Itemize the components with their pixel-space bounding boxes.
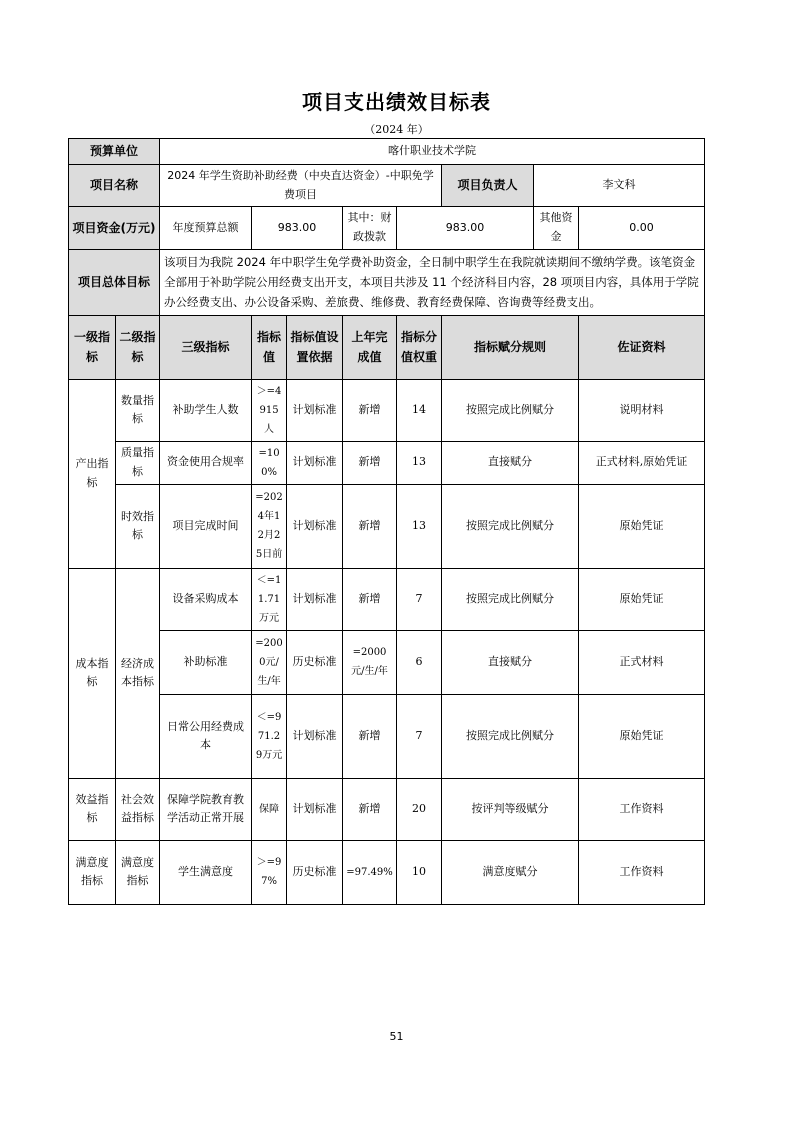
annual-budget-value: 983.00 [252,207,343,249]
weight-cell: 14 [397,379,442,441]
level3-cell: 资金使用合规率 [160,441,252,484]
last-year-cell: 新增 [343,694,397,778]
level2-cell: 经济成本指标 [116,568,160,778]
project-name-value: 2024 年学生资助补助经费（中央直达资金）-中职免学费项目 [160,165,442,207]
header-row [69,315,705,379]
table-row [69,441,705,484]
weight-cell: 10 [397,840,442,904]
level1-cell: 效益指标 [69,778,116,840]
level3-cell: 学生满意度 [160,840,252,904]
table-row [69,484,705,568]
fiscal-value: 983.00 [397,207,534,249]
page-number: 51 [389,1030,404,1043]
level3-cell: 项目完成时间 [160,484,252,568]
evidence-cell: 正式材料,原始凭证 [579,441,705,484]
level1-cell: 产出指标 [69,379,116,568]
fiscal-label: 其中：财政拨款 [343,207,397,249]
value-cell: ＜=11.71万元 [252,568,287,630]
overview-row [69,249,705,315]
rule-cell: 直接赋分 [442,441,579,484]
basis-cell: 历史标准 [287,840,343,904]
level2-cell: 社会效益指标 [116,778,160,840]
leader-label: 项目负责人 [442,165,534,207]
header-evidence: 佐证资料 [579,315,705,379]
level3-cell: 设备采购成本 [160,568,252,630]
weight-cell: 7 [397,568,442,630]
basis-cell: 计划标准 [287,379,343,441]
rule-cell: 按照完成比例赋分 [442,568,579,630]
table-row [69,568,705,630]
basis-cell: 计划标准 [287,484,343,568]
budget-unit-row [69,139,705,165]
funds-row [69,207,705,249]
last-year-cell: =2000元/生/年 [343,630,397,694]
value-cell: ＜=971.29万元 [252,694,287,778]
level3-cell: 保障学院教育教学活动正常开展 [160,778,252,840]
last-year-cell: 新增 [343,441,397,484]
weight-cell: 7 [397,694,442,778]
page-title: 项目支出绩效目标表 [302,90,491,114]
funds-label: 项目资金(万元) [69,207,160,249]
budget-unit-label: 预算单位 [69,139,160,165]
basis-cell: 计划标准 [287,441,343,484]
table-row [69,630,705,694]
basis-cell: 历史标准 [287,630,343,694]
header-level2: 二级指标 [116,315,160,379]
value-cell: =2000元/生/年 [252,630,287,694]
last-year-cell: =97.49% [343,840,397,904]
rule-cell: 按照完成比例赋分 [442,484,579,568]
table-row [69,694,705,778]
last-year-cell: 新增 [343,778,397,840]
level1-cell: 满意度指标 [69,840,116,904]
weight-cell: 20 [397,778,442,840]
table-row [69,778,705,840]
evidence-cell: 原始凭证 [579,484,705,568]
table-row [69,840,705,904]
evidence-cell: 工作资料 [579,778,705,840]
last-year-cell: 新增 [343,568,397,630]
rule-cell: 按评判等级赋分 [442,778,579,840]
level2-cell: 满意度指标 [116,840,160,904]
overview-label: 项目总体目标 [69,249,160,315]
table-row [69,379,705,441]
year-label: （2024 年） [364,123,429,136]
last-year-cell: 新增 [343,379,397,441]
basis-cell: 计划标准 [287,778,343,840]
performance-table [68,138,705,905]
rule-cell: 按照完成比例赋分 [442,379,579,441]
rule-cell: 直接赋分 [442,630,579,694]
level3-cell: 日常公用经费成本 [160,694,252,778]
weight-cell: 13 [397,441,442,484]
level3-cell: 补助标准 [160,630,252,694]
overview-text: 该项目为我院 2024 年中职学生免学费补助资金，全日制中职学生在我院就读期间不缴纳学费。该笔资金全部用于补助学院公用经费支出开支，本项目共涉及 11 个经济科目内容，28 项项目内容，具体用于学院办公经费支出、办公设备采购、差旅费、维修费、教育经费保障、咨询费等经费支出。 [160,249,705,315]
value-cell: ＞=97% [252,840,287,904]
evidence-cell: 正式材料 [579,630,705,694]
basis-cell: 计划标准 [287,568,343,630]
header-level3: 三级指标 [160,315,252,379]
evidence-cell: 原始凭证 [579,568,705,630]
value-cell: ＞=4915人 [252,379,287,441]
header-rule: 指标赋分规则 [442,315,579,379]
basis-cell: 计划标准 [287,694,343,778]
header-last-year: 上年完成值 [343,315,397,379]
value-cell: 保障 [252,778,287,840]
project-name-label: 项目名称 [69,165,160,207]
header-value: 指标值 [252,315,287,379]
level2-cell: 时效指标 [116,484,160,568]
level3-cell: 补助学生人数 [160,379,252,441]
header-weight: 指标分值权重 [397,315,442,379]
rule-cell: 按照完成比例赋分 [442,694,579,778]
weight-cell: 13 [397,484,442,568]
level2-cell: 数量指标 [116,379,160,441]
level1-cell: 成本指标 [69,568,116,778]
annual-budget-label: 年度预算总额 [160,207,252,249]
value-cell: =2024年12月25日前 [252,484,287,568]
evidence-cell: 原始凭证 [579,694,705,778]
project-name-row [69,165,705,207]
other-funds-value: 0.00 [579,207,705,249]
value-cell: =100% [252,441,287,484]
header-level1: 一级指标 [69,315,116,379]
header-basis: 指标值设置依据 [287,315,343,379]
evidence-cell: 工作资料 [579,840,705,904]
evidence-cell: 说明材料 [579,379,705,441]
level2-cell: 质量指标 [116,441,160,484]
last-year-cell: 新增 [343,484,397,568]
leader-value: 李文科 [534,165,705,207]
weight-cell: 6 [397,630,442,694]
other-funds-label: 其他资金 [534,207,579,249]
budget-unit-value: 喀什职业技术学院 [160,139,705,165]
rule-cell: 满意度赋分 [442,840,579,904]
